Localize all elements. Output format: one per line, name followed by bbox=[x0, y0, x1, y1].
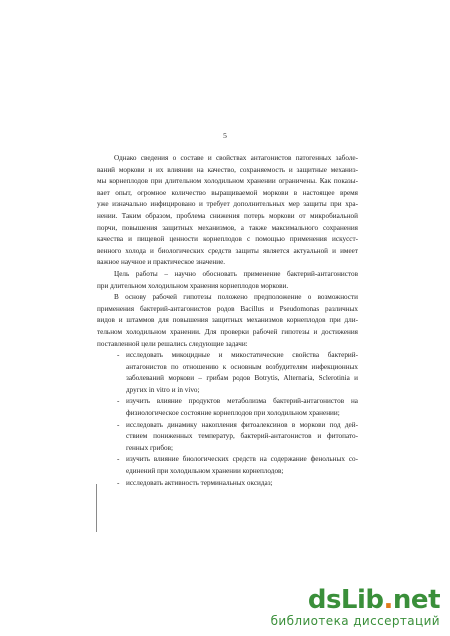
list-item-text: заболеваний моркови – грибам родов Botrytis, Alternaria, Sclerotinia и bbox=[126, 374, 358, 383]
paragraph-line: при длительном холодильном хранения корнеплодов моркови. bbox=[97, 281, 289, 290]
logo-ds: dsLib bbox=[307, 585, 384, 615]
paragraph-line: порчи, повышения защитных механизмов, а также максимального сохранения bbox=[97, 223, 358, 232]
list-item-text: изучить влияние продуктов метаболизма бактерий-антагонистов на bbox=[126, 397, 358, 406]
list-item-line bbox=[97, 443, 358, 455]
list-item-line bbox=[97, 396, 358, 408]
paragraph-line: В основу рабочей гипотезы положено предположение о возможности bbox=[114, 293, 358, 302]
list-bullet: - bbox=[117, 478, 120, 487]
paragraph-line: мы корнеплодов при длительном холодильном хранении ограничены. Как показы- bbox=[97, 177, 358, 186]
logo-dot: . bbox=[383, 585, 393, 615]
list-item-text: ствием пониженных температур, бактерий-антагонистов и фитопато- bbox=[126, 432, 358, 441]
paragraph-line: тельном холодильном хранении. Для проверки рабочей гипотезы и достижения bbox=[97, 327, 358, 336]
list-item-line bbox=[97, 466, 358, 478]
paragraph-line: Цель работы – научно обосновать применение бактерий-антагонистов bbox=[114, 269, 358, 278]
list-item-text: антагонистов по отношению к основным возбудителям инфекционных bbox=[126, 362, 358, 371]
list-item-line bbox=[97, 350, 358, 362]
list-item-text: других in vitro и in vivo; bbox=[126, 385, 200, 394]
watermark-logo bbox=[271, 586, 440, 614]
paragraph-line: качества и пищевой ценности корнеплодов с помощью применения искусст- bbox=[97, 235, 358, 244]
paragraph-line: применения бактерий-антагонистов родов Bacillus и Pseudomonas различных bbox=[97, 304, 358, 313]
list-item-line bbox=[97, 373, 358, 385]
list-item-text: изучить влияние биологических средств на содержание фенольных со- bbox=[126, 455, 358, 464]
list-item-line bbox=[97, 431, 358, 443]
paragraph-line: важное научное и практическое значение. bbox=[97, 258, 226, 267]
paragraph-line: Однако сведения о составе и свойствах антагонистов патогенных заболе- bbox=[114, 154, 358, 162]
paragraph-line: поставленной цели решались следующие задачи: bbox=[97, 339, 248, 348]
watermark bbox=[271, 586, 440, 628]
paragraph-line: венного холода и биологических средств защиты является актуальной и имеет bbox=[97, 246, 358, 255]
paragraph-line: уже изначально инфицировано и требует дополнительных мер защиты при хра- bbox=[97, 200, 358, 209]
list-bullet: - bbox=[117, 420, 120, 429]
paragraph-line: ваний моркови и их влиянии на качество, сохраняемость и защитные механиз- bbox=[97, 165, 358, 174]
page-number: 5 bbox=[223, 131, 227, 140]
list-item-text: единений при холодильном хранении корнеплодов; bbox=[126, 467, 284, 476]
list-bullet: - bbox=[117, 455, 120, 464]
paragraph-line: видов и штаммов для повышения защитных механизмов корнеплодов при дли- bbox=[97, 316, 358, 325]
list-bullet: - bbox=[117, 351, 120, 360]
list-item-line bbox=[97, 454, 358, 466]
paragraph-line: вает опыт, огромное количество выращиваемой моркови в настоящее время bbox=[97, 188, 358, 197]
logo-net: net bbox=[392, 585, 440, 615]
list-item-line bbox=[97, 420, 358, 432]
list-item-text: физиологическое состояние корнеплодов при холодильном хранении; bbox=[126, 409, 340, 418]
list-item-text: исследовать активность терминальных оксидаз; bbox=[126, 478, 273, 487]
list-item-text: исследовать динамику накопления фитоалексинов в моркови под дей- bbox=[126, 420, 358, 429]
list-item-line bbox=[97, 478, 358, 490]
margin-mark bbox=[96, 484, 97, 532]
list-item-text: исследовать микоцидные и микостатические свойства бактерий- bbox=[126, 351, 358, 360]
body-text bbox=[97, 153, 358, 489]
list-item-text: генных грибов; bbox=[126, 443, 173, 452]
list-item-line bbox=[97, 408, 358, 420]
list-bullet: - bbox=[117, 397, 120, 406]
watermark-tagline: библиотека диссертаций bbox=[270, 614, 440, 628]
list-item-line bbox=[97, 362, 358, 374]
list-item-line bbox=[97, 385, 358, 397]
paragraph-line: нении. Таким образом, проблема снижения потерь моркови от микробиальной bbox=[97, 211, 358, 220]
